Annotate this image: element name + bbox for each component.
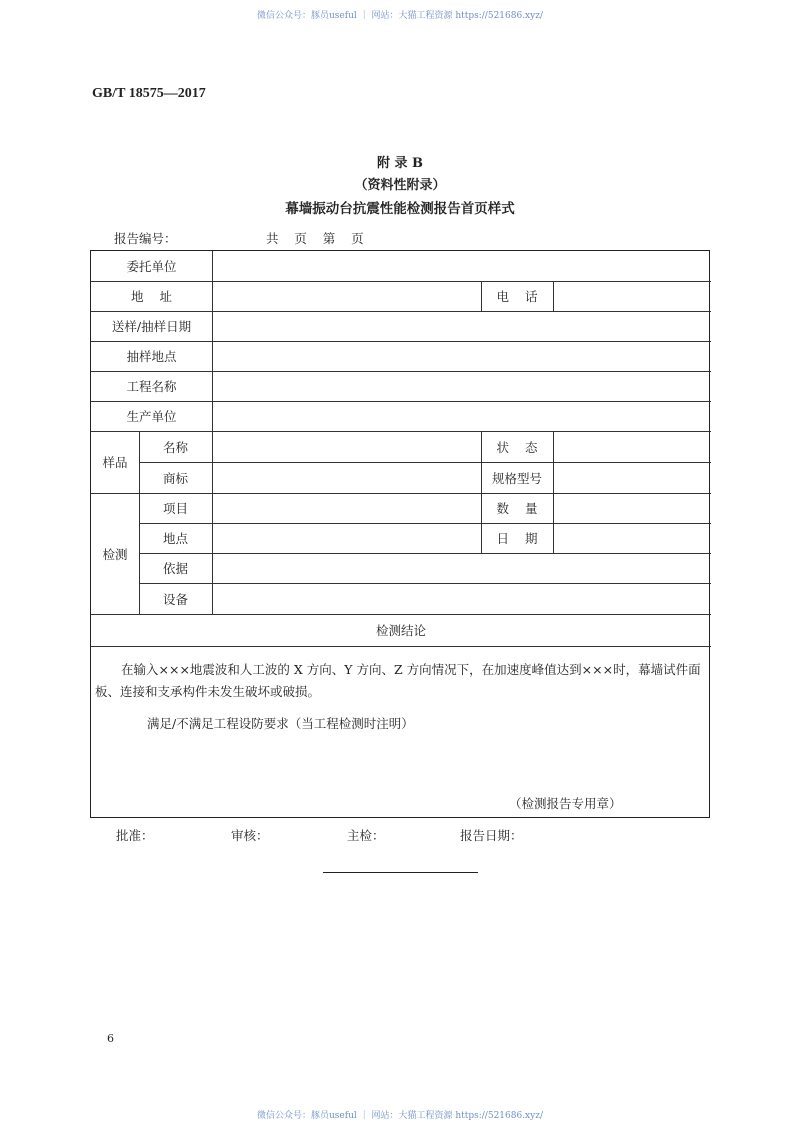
end-rule bbox=[323, 872, 478, 873]
label-client: 委托单位 bbox=[126, 259, 177, 274]
inspect-label: 主检： bbox=[347, 828, 385, 843]
report-date-label: 报告日期： bbox=[460, 828, 523, 843]
label-place: 地点 bbox=[162, 531, 188, 546]
label-manufacturer: 生产单位 bbox=[126, 409, 177, 424]
label-basis: 依据 bbox=[162, 561, 188, 576]
report-table bbox=[90, 250, 710, 818]
seal-text: （检测报告专用章） bbox=[509, 796, 622, 811]
appendix-type: （资料性附录） bbox=[354, 178, 446, 193]
label-address: 地 址 bbox=[131, 289, 172, 304]
review-label: 审核： bbox=[231, 828, 269, 843]
label-item: 项目 bbox=[162, 501, 188, 516]
conclusion-text: 在输入×××地震波和人工波的 X 方向、Y 方向、Z 方向情况下，在加速度峰值达到×××时，幕墙试件面板、连接和支承构件未发生破坏或破损。 bbox=[95, 662, 701, 699]
label-brand: 商标 bbox=[162, 470, 188, 486]
report-number-label: 报告编号： bbox=[114, 231, 177, 246]
page-number: 6 bbox=[107, 1032, 114, 1045]
label-project-name: 工程名称 bbox=[126, 379, 177, 394]
watermark-bottom: 微信公众号：豚员useful ｜ 网站：大猫工程资源 https://521686.xyz/ bbox=[257, 1111, 543, 1121]
label-date: 日 期 bbox=[496, 531, 538, 546]
label-sampling-date: 送样/抽样日期 bbox=[111, 319, 192, 334]
appendix-heading: 幕墙振动台抗震性能检测报告首页样式 bbox=[285, 201, 515, 217]
label-sample: 样品 bbox=[102, 455, 128, 470]
label-state: 状 态 bbox=[496, 439, 538, 455]
label-test: 检测 bbox=[102, 546, 128, 562]
approve-label: 批准： bbox=[116, 828, 154, 843]
standard-number: GB/T 18575—2017 bbox=[92, 86, 206, 101]
conclusion-title: 检测结论 bbox=[375, 623, 426, 638]
label-equipment: 设备 bbox=[162, 591, 188, 607]
requirement-text: 满足/不满足工程设防要求（当工程检测时注明） bbox=[147, 716, 414, 731]
label-sample-name: 名称 bbox=[162, 439, 188, 455]
page-count: 共 页 第 页 bbox=[266, 231, 364, 246]
label-spec: 规格型号 bbox=[491, 470, 542, 486]
appendix-title: 附 录 B bbox=[376, 156, 424, 171]
watermark-top: 微信公众号：豚员useful ｜ 网站：大猫工程资源 https://521686.xyz/ bbox=[257, 11, 543, 21]
label-phone: 电 话 bbox=[496, 289, 538, 304]
label-quantity: 数 量 bbox=[496, 501, 538, 516]
label-sampling-place: 抽样地点 bbox=[126, 349, 177, 364]
